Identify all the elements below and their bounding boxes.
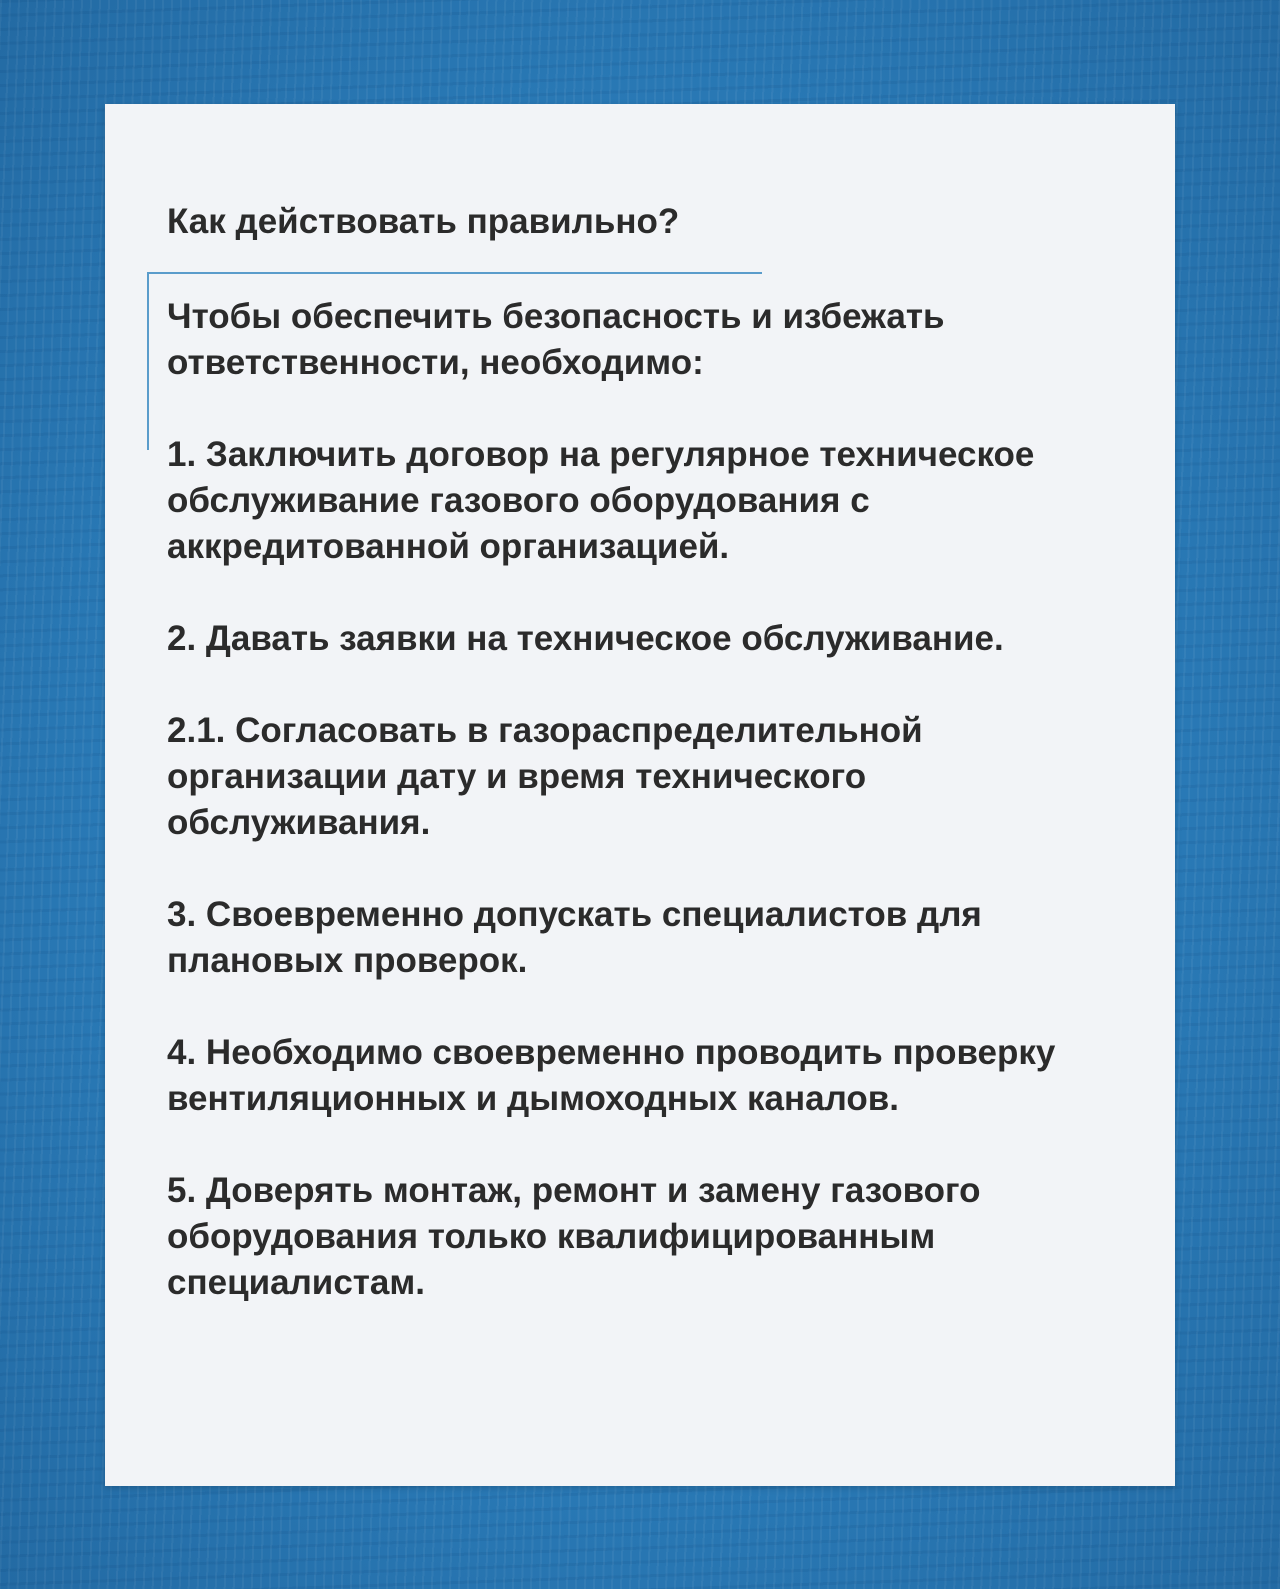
list-item: 2.1. Согласовать в газораспределительной организации дату и время технического обслуживания. xyxy=(167,711,923,842)
list-item: 2. Давать заявки на техническое обслуживание. xyxy=(167,619,1004,658)
list-item: 5. Доверять монтаж, ремонт и замену газового оборудования только квалифицированным специалистам. xyxy=(167,1171,981,1302)
list-item: 1. Заключить договор на регулярное техническое обслуживание газового оборудования с аккредитованной организацией. xyxy=(167,435,1035,566)
accent-rule-vertical xyxy=(147,272,149,450)
intro-text: Чтобы обеспечить безопасность и избежать ответственности, необходимо: xyxy=(167,297,945,382)
list-item: 3. Своевременно допускать специалистов для плановых проверок. xyxy=(167,895,982,980)
accent-rule-horizontal xyxy=(147,272,762,274)
card-content xyxy=(167,294,1127,1306)
card-title: Как действовать правильно? xyxy=(167,202,680,241)
info-card xyxy=(105,104,1175,1486)
list-item: 4. Необходимо своевременно проводить проверку вентиляционных и дымоходных каналов. xyxy=(167,1033,1056,1118)
